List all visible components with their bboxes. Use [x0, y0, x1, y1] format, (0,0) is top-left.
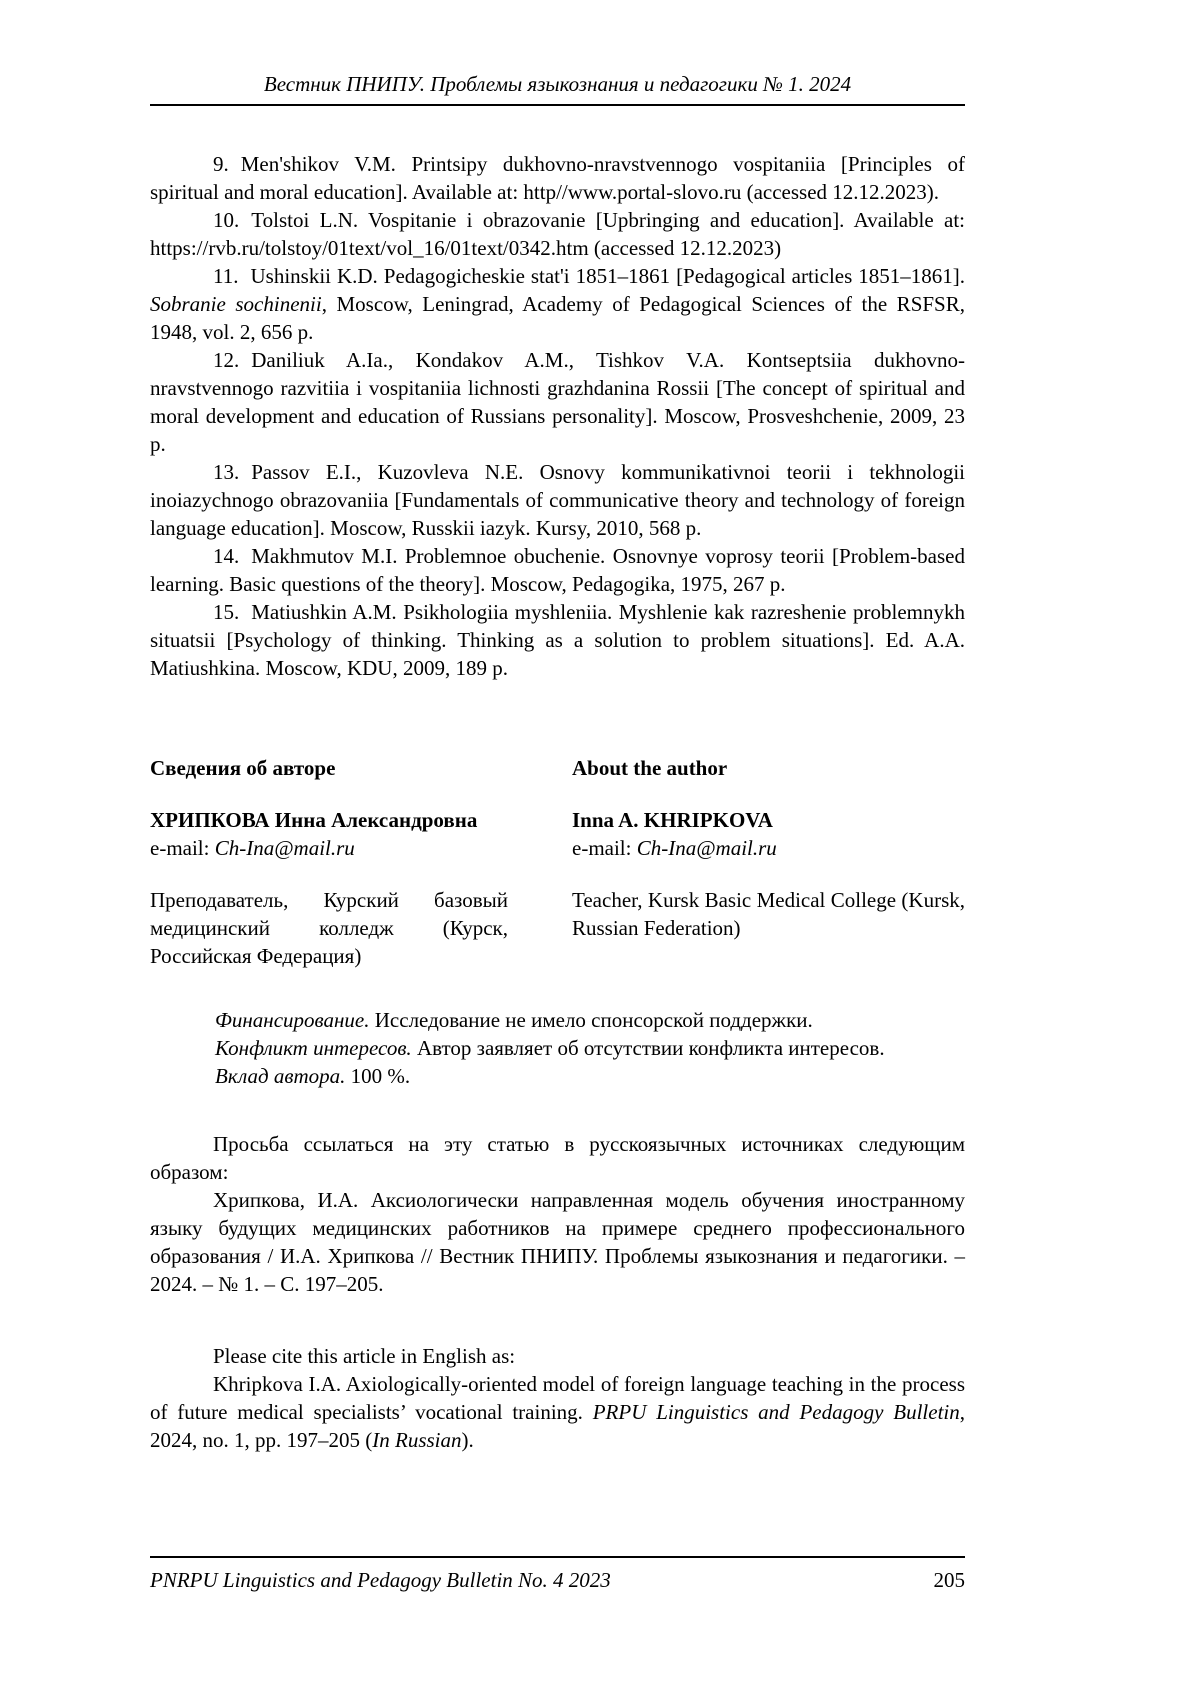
- citation-ru-section: [150, 1130, 965, 1298]
- reference-number: 12.: [213, 348, 240, 372]
- citation-en-text: [150, 1370, 965, 1454]
- reference-number: 10.: [213, 208, 240, 232]
- author-affiliation-ru: Преподаватель, Курский базовый медицинский колледж (Курск, Российская Федерация): [150, 888, 508, 968]
- citation-ru-text: Хрипкова, И.А. Аксиологически направленная модель обучения иностранному языку будущих медицинских работников на примере среднего профессионального образования / И.А. Хрипкова // Вестник ПНИПУ. Проблемы языкознания и педагогики. – 2024. – № 1. – С. 197–205.: [150, 1188, 965, 1296]
- citation-en-intro: Please cite this article in English as:: [213, 1344, 516, 1368]
- note-author-contribution: [215, 1062, 965, 1090]
- author-info-ru: [150, 754, 508, 970]
- reference-number: 14.: [213, 544, 240, 568]
- reference-number: 9.: [213, 152, 229, 176]
- note-funding: [215, 1006, 965, 1034]
- citation-en-language-italic: In Russian: [372, 1428, 462, 1452]
- reference-item-9: [150, 150, 965, 206]
- author-email-ru: [150, 834, 508, 862]
- page-footer: [150, 1556, 965, 1594]
- reference-text: Matiushkin A.M. Psikhologiia myshleniia. Myshlenie kak razreshenie problemnykh situatsii [Psychology of thinking. Thinking as a solution to problem situations]. Ed. A.A. Matiushkina. Moscow, KDU, 2009, 189 p.: [150, 600, 965, 680]
- email-address: Ch-Ina@mail.ru: [214, 836, 355, 860]
- author-info-en: [572, 754, 965, 970]
- author-email-en: [572, 834, 965, 862]
- page-number: 205: [933, 1568, 965, 1592]
- author-name-ru: ХРИПКОВА Инна Александровна: [150, 808, 478, 832]
- page-body: [150, 150, 965, 1454]
- header-rule: [150, 104, 965, 106]
- reference-item-10: [150, 206, 965, 262]
- note-label: Вклад автора.: [215, 1064, 346, 1088]
- reference-item-14: [150, 542, 965, 598]
- reference-source-italic: Sobranie sochinenii: [150, 292, 322, 316]
- note-text: Исследование не имело спонсорской поддержки.: [369, 1008, 813, 1032]
- reference-text: Daniliuk A.Ia., Kondakov A.M., Tishkov V.A. Kontseptsiia dukhovno-nravstvennogo razvitiia i vospitaniia lichnosti grazhdanina Rossii [The concept of spiritual and moral development and education of Russians personality]. Moscow, Prosveshchenie, 2009, 23 p.: [150, 348, 965, 456]
- citation-en-text-mid: , 2024, no. 1, pp. 197–205 (: [150, 1400, 965, 1452]
- article-notes-section: [215, 1006, 965, 1090]
- citation-ru-intro: Просьба ссылаться на эту статью в русскоязычных источниках следующим образом:: [150, 1132, 965, 1184]
- reference-number: 15.: [213, 600, 240, 624]
- author-info-section: [150, 754, 965, 970]
- reference-item-11: [150, 262, 965, 346]
- email-label: e-mail:: [150, 836, 215, 860]
- citation-en-section: [150, 1342, 965, 1454]
- email-label: e-mail:: [572, 836, 637, 860]
- running-header: [150, 70, 965, 106]
- reference-number: 13.: [213, 460, 240, 484]
- note-label: Финансирование.: [215, 1008, 370, 1032]
- footer-journal-title: PNRPU Linguistics and Pedagogy Bulletin No. 4 2023: [150, 1568, 611, 1592]
- reference-text: Makhmutov M.I. Problemnoe obuchenie. Osnovnye voprosy teorii [Problem-based learning. Basic questions of the theory]. Moscow, Pedagogika, 1975, 267 p.: [150, 544, 965, 596]
- footer-rule: [150, 1556, 965, 1558]
- author-affiliation-en: Teacher, Kursk Basic Medical College (Kursk, Russian Federation): [572, 888, 965, 940]
- reference-number: 11.: [213, 264, 239, 288]
- reference-text: Passov E.I., Kuzovleva N.E. Osnovy kommunikativnoi teorii i tekhnologii inoiazychnogo obrazovaniia [Fundamentals of communicative theory and technology of foreign language education]. Moscow, Russkii iazyk. Kursy, 2010, 568 p.: [150, 460, 965, 540]
- footer-row: [150, 1566, 965, 1594]
- reference-text: Ushinskii K.D. Pedagogicheskie stat'i 1851–1861 [Pedagogical articles 1851–1861].: [250, 264, 965, 288]
- note-conflict-of-interest: [215, 1034, 965, 1062]
- citation-en-text-post: ).: [461, 1428, 474, 1452]
- reference-item-12: [150, 346, 965, 458]
- reference-item-15: [150, 598, 965, 682]
- reference-item-13: [150, 458, 965, 542]
- section-title-en: About the author: [572, 756, 728, 780]
- references-section: [150, 150, 965, 682]
- citation-en-text-pre: Khripkova I.A. Axiologically-oriented model of foreign language teaching in the process of future medical specialists’ vocational training.: [150, 1372, 965, 1424]
- reference-text: Tolstoi L.N. Vospitanie i obrazovanie [Upbringing and education]. Available at: https://rvb.ru/tolstoy/01text/vol_16/01text/0342.htm (accessed 12.12.2023): [150, 208, 965, 260]
- author-name-en: Inna A. KHRIPKOVA: [572, 808, 773, 832]
- reference-text-post: , Moscow, Leningrad, Academy of Pedagogical Sciences of the RSFSR, 1948, vol. 2, 656 p.: [150, 292, 965, 344]
- reference-text: Men'shikov V.M. Printsipy dukhovno-nravstvennogo vospitaniia [Principles of spiritual and moral education]. Available at: http//www.portal-slovo.ru (accessed 12.12.2023).: [150, 152, 965, 204]
- citation-en-journal-italic: PRPU Linguistics and Pedagogy Bulletin: [592, 1400, 960, 1424]
- note-label: Конфликт интересов.: [215, 1036, 412, 1060]
- section-title-ru: Сведения об авторе: [150, 756, 336, 780]
- email-address: Ch-Ina@mail.ru: [636, 836, 777, 860]
- journal-title: Вестник ПНИПУ. Проблемы языкознания и педагогики № 1. 2024: [263, 72, 852, 96]
- note-text: Автор заявляет об отсутствии конфликта интересов.: [411, 1036, 885, 1060]
- note-text: 100 %.: [345, 1064, 411, 1088]
